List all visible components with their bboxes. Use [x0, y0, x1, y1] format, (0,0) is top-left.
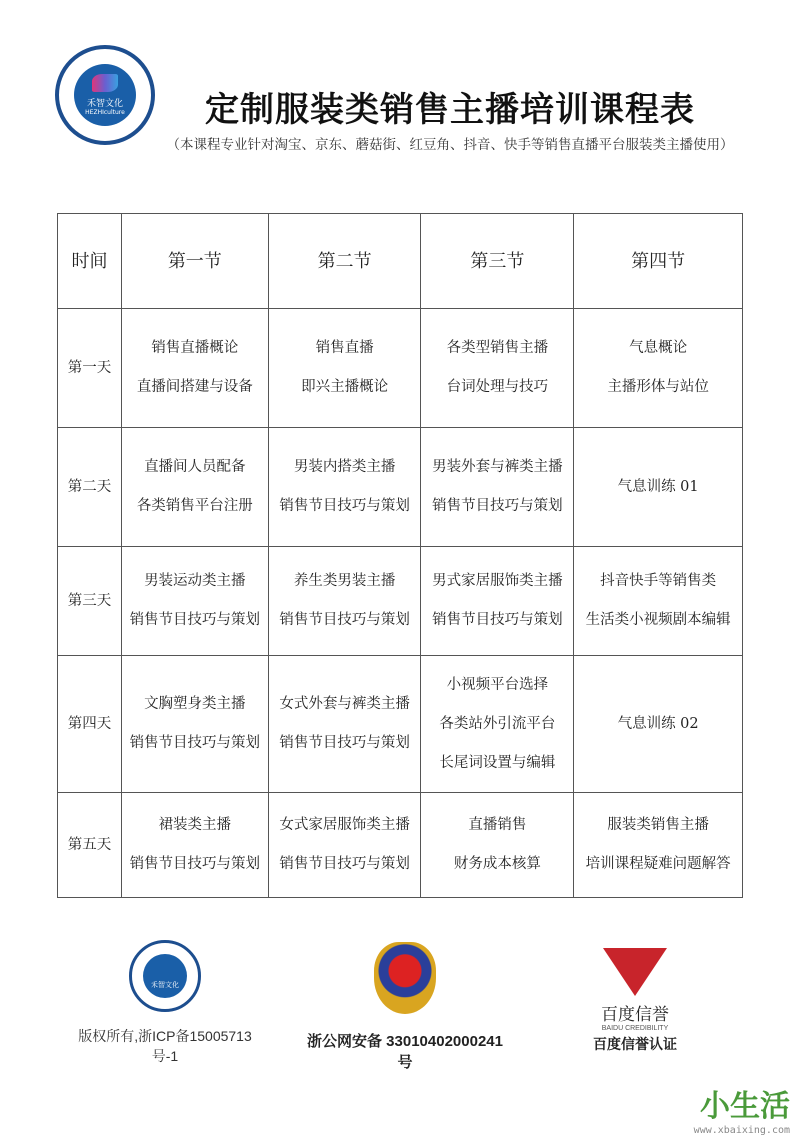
course-cell	[421, 428, 574, 547]
course-line: 男装运动类主播	[144, 573, 246, 589]
course-line: 各类站外引流平台	[439, 715, 556, 732]
course-line: 直播间搭建与设备	[136, 379, 253, 395]
course-cell	[268, 793, 421, 898]
course-line: 销售直播	[315, 340, 374, 356]
header-row	[58, 214, 743, 309]
day-cell: 第三天	[58, 547, 122, 656]
day-cell: 第四天	[58, 656, 122, 793]
course-cell	[574, 428, 743, 547]
course-line: 女式家居服饰类主播	[279, 817, 410, 833]
baidu-cn: 百度信誉	[601, 1005, 669, 1024]
course-line: 销售节目技巧与策划	[432, 498, 563, 514]
page-subtitle: （本课程专业针对淘宝、京东、蘑菇街、红豆角、抖音、快手等销售直播平台服装类主播使用）	[166, 137, 734, 153]
footer-copyright	[70, 940, 260, 1066]
course-line: 各类型销售主播	[446, 340, 549, 356]
course-cell	[121, 793, 268, 898]
table-row	[58, 428, 743, 547]
table-row	[58, 309, 743, 428]
police-record-text: 浙公网安备 33010402000241号	[307, 1033, 503, 1071]
course-line: 生活类小视频剧本编辑	[585, 612, 731, 628]
footer-police	[300, 942, 510, 1072]
course-cell	[421, 793, 574, 898]
day-cell: 第五天	[58, 793, 122, 898]
course-line: 直播销售	[468, 817, 527, 833]
course-cell	[268, 547, 421, 656]
course-line: 文胸塑身类主播	[144, 696, 246, 712]
course-line: 长尾词设置与编辑	[439, 754, 556, 771]
baidu-v-icon	[603, 948, 667, 996]
course-line: 养生类男装主播	[293, 573, 396, 589]
day-cell: 第二天	[58, 428, 122, 547]
course-line: 各类销售平台注册	[136, 498, 253, 514]
table-row	[58, 547, 743, 656]
table-row	[58, 656, 743, 793]
course-line: 销售节目技巧与策划	[432, 612, 563, 628]
course-line: 主播形体与站位	[607, 379, 709, 395]
course-line: 直播间人员配备	[144, 459, 246, 475]
footer-baidu	[570, 948, 700, 1054]
course-line: 销售节目技巧与策划	[129, 612, 261, 628]
column-header: 第一节	[121, 214, 268, 309]
course-line: 抖音快手等销售类	[600, 573, 717, 589]
watermark-url: www.xbaixing.com	[693, 1125, 790, 1136]
course-line: 气息概论	[629, 340, 688, 356]
course-line: 男装内搭类主播	[293, 459, 396, 475]
copyright-text: 版权所有,浙ICP备15005713号-1	[78, 1028, 252, 1064]
course-line: 气息训练 01	[617, 478, 699, 495]
course-line: 销售节目技巧与策划	[279, 735, 410, 751]
page-title: 定制服装类销售主播培训课程表	[205, 90, 695, 130]
column-header: 第四节	[574, 214, 743, 309]
course-cell	[574, 309, 743, 428]
course-cell	[421, 656, 574, 793]
baidu-en: BAIDU CREDIBILITY	[601, 1025, 669, 1032]
course-line: 台词处理与技巧	[446, 379, 549, 395]
day-cell: 第一天	[58, 309, 122, 428]
course-cell	[574, 656, 743, 793]
course-cell	[121, 428, 268, 547]
column-header: 第二节	[268, 214, 421, 309]
baidu-cert: 百度信誉认证	[593, 1036, 677, 1052]
course-cell	[268, 656, 421, 793]
course-cell	[121, 656, 268, 793]
course-line: 男装外套与裤类主播	[432, 459, 563, 475]
company-logo-small: 禾智文化	[129, 940, 201, 1012]
course-cell	[574, 793, 743, 898]
course-line: 女式外套与裤类主播	[279, 696, 410, 712]
company-logo	[55, 45, 155, 145]
course-line: 销售节目技巧与策划	[129, 856, 261, 872]
column-header: 时间	[58, 214, 122, 309]
course-cell	[574, 547, 743, 656]
course-line: 裙装类主播	[158, 817, 232, 833]
course-cell	[268, 309, 421, 428]
course-line: 财务成本核算	[453, 856, 541, 872]
course-line: 销售节目技巧与策划	[279, 856, 410, 872]
course-line: 销售直播概论	[151, 340, 239, 356]
logo-text: 禾智文化	[86, 99, 123, 109]
course-cell	[268, 428, 421, 547]
course-line: 即兴主播概论	[301, 379, 389, 395]
course-cell	[421, 309, 574, 428]
course-line: 销售节目技巧与策划	[279, 498, 410, 514]
course-line: 培训课程疑难问题解答	[585, 856, 731, 872]
course-line: 服装类销售主播	[607, 817, 709, 833]
column-header: 第三节	[421, 214, 574, 309]
watermark	[694, 1081, 790, 1136]
table-row	[58, 793, 743, 898]
course-line: 男式家居服饰类主播	[432, 573, 563, 589]
course-cell	[121, 547, 268, 656]
watermark-cn: 小生活	[700, 1089, 790, 1124]
course-line: 气息训练 02	[617, 715, 699, 732]
police-badge-icon	[374, 942, 436, 1014]
logo-en: HEZHIculture	[85, 109, 125, 116]
course-cell	[421, 547, 574, 656]
schedule-table	[57, 213, 743, 898]
course-line: 销售节目技巧与策划	[129, 735, 261, 751]
course-line: 销售节目技巧与策划	[279, 612, 410, 628]
course-line: 小视频平台选择	[446, 676, 549, 693]
course-cell	[121, 309, 268, 428]
